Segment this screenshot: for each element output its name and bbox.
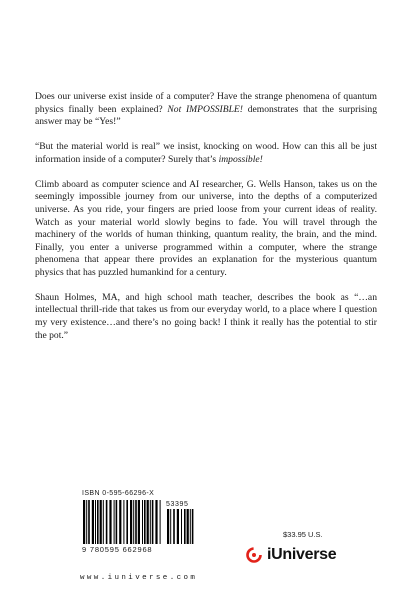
- isbn-barcode-block: [82, 489, 202, 554]
- publisher-website: www.iuniverse.com: [80, 574, 198, 582]
- price-label: $33.95 U.S.: [283, 530, 323, 539]
- price-supplement: [166, 500, 194, 544]
- back-cover-blurb: [35, 91, 377, 355]
- barcode-row: [82, 500, 202, 544]
- ean-barcode: [82, 500, 162, 544]
- blurb-paragraph-1: [35, 91, 377, 129]
- book-title-emphasis: Not IMPOSSIBLE!: [167, 103, 243, 115]
- blurb-p1-tail: demonstrates that the surprising answer may be “Yes!”: [35, 103, 377, 128]
- ean-number: 9 780595 662968: [82, 545, 153, 554]
- iuniverse-swirl-icon: [246, 547, 264, 563]
- supplement-number: 53395: [166, 501, 189, 508]
- blurb-p2-text: “But the material world is real” we insist, knocking on wood. How can this all be just information inside of a computer? Surely that’s: [35, 141, 377, 165]
- impossible-emphasis: impossible!: [218, 153, 263, 165]
- blurb-paragraph-2: [35, 141, 377, 166]
- blurb-paragraph-3: Climb aboard as computer science and AI researcher, G. Wells Hanson, takes us on the seemingly impossible journey from our universe, into the depths of a computerized universe. As you ride, your fingers are pried loose from your current ideas of reality. Watch as your material world slowly begins to fade. You will travel through the machinery of the worlds of human thinking, quantum reality, the brain, and the mind. Finally, you enter a universe programmed within a computer, where the strange phenomena that appear there provides an explanation for the mysterious quantum physics that has puzzled humankind for a century.: [35, 178, 377, 278]
- blurb-paragraph-4: Shaun Holmes, MA, and high school math teacher, describes the book as “…an intellectual thrill-ride that takes us from our everyday world, to a place where I question my very existence…and there’s no going back! I think it really has the potential to stir the pot.”: [35, 291, 377, 341]
- blurb-p1-text: Does our universe exist inside of a computer? Have the strange phenomena of quantum physics finally been explained?: [35, 91, 377, 115]
- publisher-logo: [246, 546, 336, 564]
- publisher-name: iUniverse: [267, 546, 337, 563]
- supplement-barcode: [166, 509, 194, 544]
- isbn-label: ISBN 0-595-66296-X: [82, 490, 155, 497]
